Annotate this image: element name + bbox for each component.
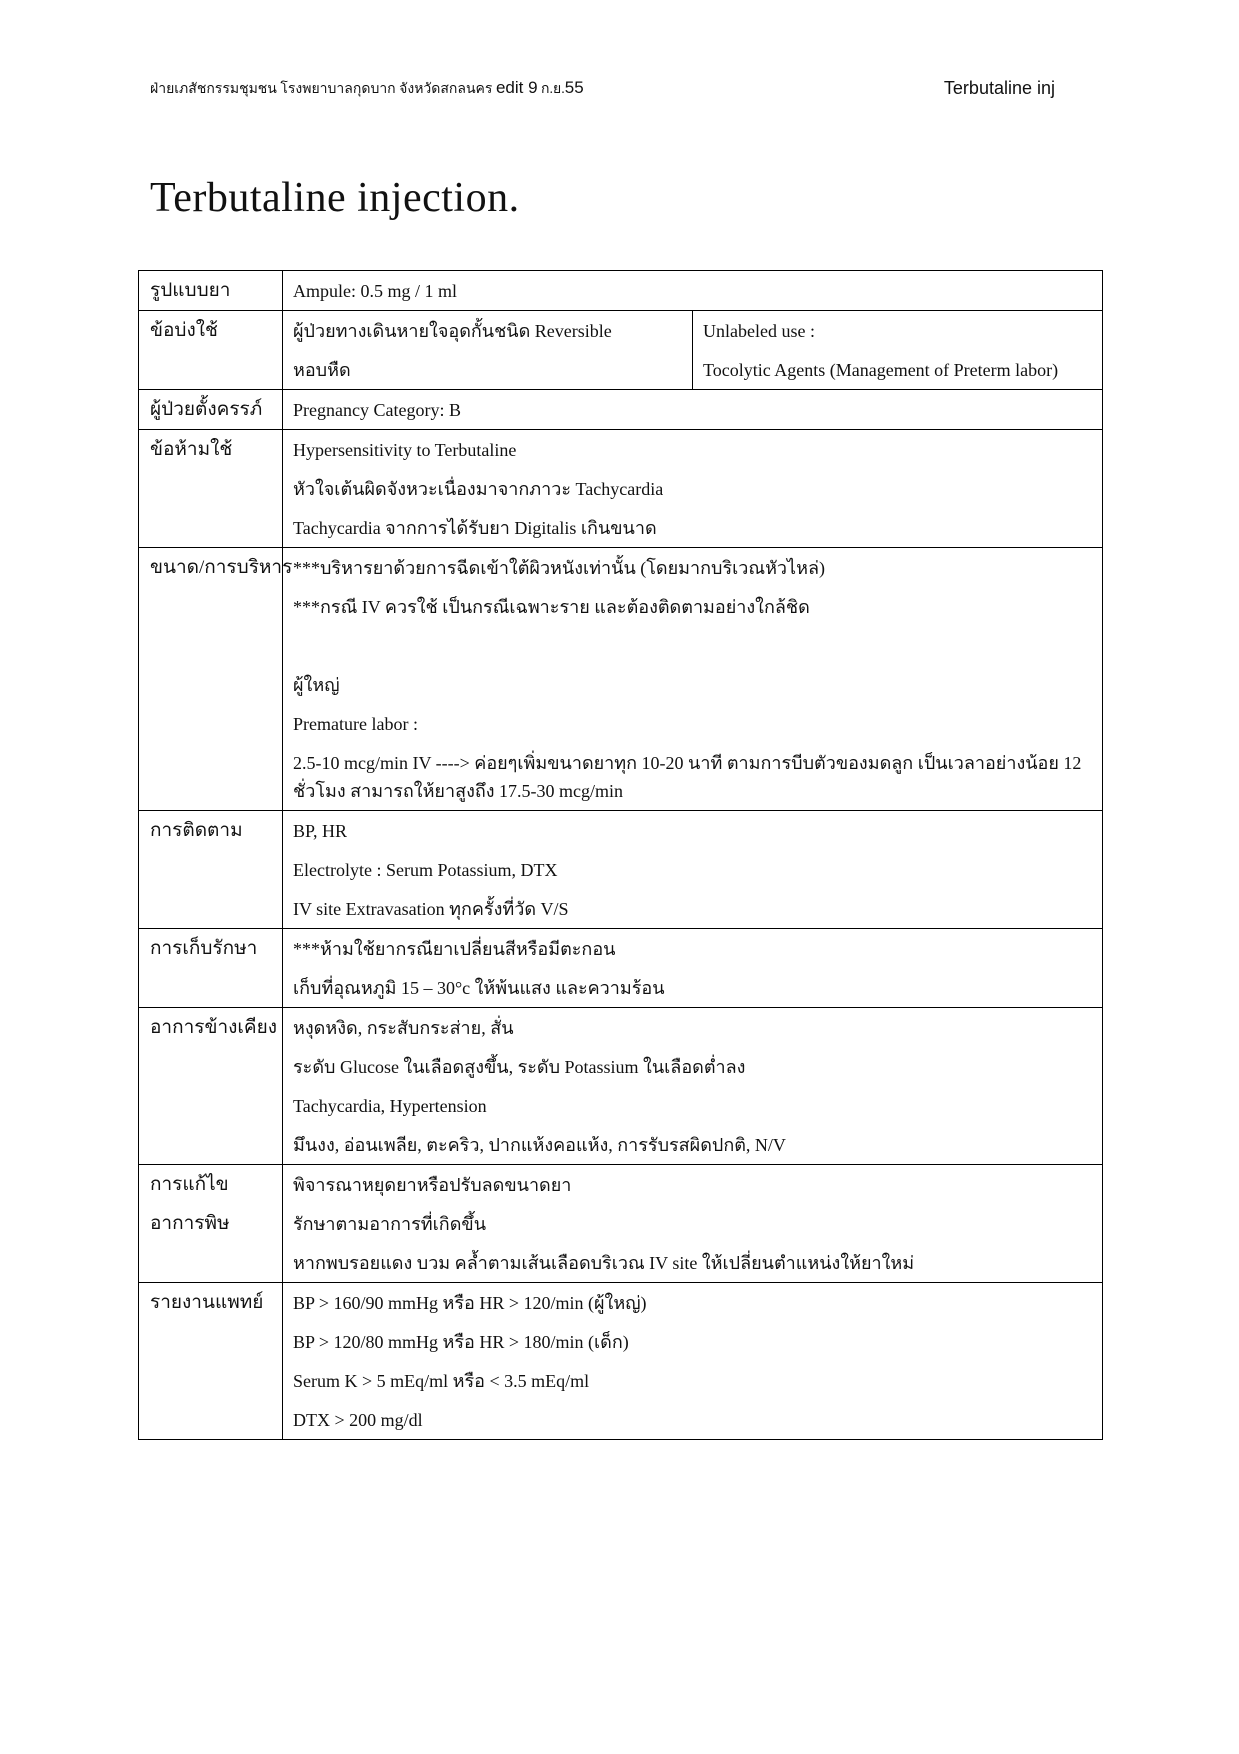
header-drug-name: Terbutaline inj — [943, 78, 1055, 98]
row-dosage-form — [139, 271, 1103, 311]
document-title: Terbutaline injection. — [150, 175, 520, 221]
storage-line: เก็บที่อุณหภูมิ 15 – 30°c ให้พ้นแสง และความร้อน — [293, 978, 665, 998]
unlabeled-use-line: Unlabeled use : — [703, 321, 815, 341]
row-side-effects — [139, 1008, 1103, 1165]
header-year: 55 — [564, 78, 584, 97]
label-contraindications: ข้อห้ามใช้ — [139, 430, 283, 548]
label-side-effects: อาการข้างเคียง — [139, 1008, 283, 1165]
report-line: BP > 160/90 mmHg หรือ HR > 120/min (ผู้ใหญ่) — [293, 1293, 647, 1313]
pregnancy-line: Pregnancy Category: B — [293, 400, 461, 420]
toxicity-line: รักษาตามอาการที่เกิดขึ้น — [293, 1214, 487, 1234]
row-pregnancy — [139, 390, 1103, 430]
row-toxicity — [139, 1165, 1103, 1283]
indication-line: หอบหืด — [293, 360, 351, 380]
value-pregnancy — [283, 390, 1103, 430]
row-report — [139, 1283, 1103, 1440]
label-toxicity: การแก้ไข อาการพิษ — [139, 1165, 283, 1283]
value-dosage-form — [283, 271, 1103, 311]
dosage-blank-line — [293, 632, 1092, 660]
side-effect-line: มึนงง, อ่อนเพลีย, ตะคริว, ปากแห้งคอแห้ง, การรับรสผิดปกติ, N/V — [293, 1135, 786, 1155]
header-month: ก.ย. — [541, 82, 565, 97]
row-storage — [139, 929, 1103, 1008]
row-dosage — [139, 548, 1103, 811]
contraindication-line: Hypersensitivity to Terbutaline — [293, 440, 517, 460]
row-contraindications — [139, 430, 1103, 548]
side-effect-line: หงุดหงิด, กระสับกระส่าย, สั่น — [293, 1018, 514, 1038]
toxicity-line: พิจารณาหยุดยาหรือปรับลดขนาดยา — [293, 1175, 572, 1195]
label-dosage-form: รูปแบบยา — [139, 271, 283, 311]
report-line: BP > 120/80 mmHg หรือ HR > 180/min (เด็ก) — [293, 1332, 629, 1352]
value-storage — [283, 929, 1103, 1008]
monitoring-line: BP, HR — [293, 821, 348, 841]
dosage-line: 2.5-10 mcg/min IV ----> ค่อยๆเพิ่มขนาดยาทุก 10-20 นาที ตามการบีบตัวของมดลูก เป็นเวลาอย่างน้อย 12 ชั่วโมง สามารถให้ยาสูงถึง 17.5-30 mcg/min — [293, 753, 1082, 801]
dosage-line: ***บริหารยาด้วยการฉีดเข้าใต้ผิวหนังเท่านั้น (โดยมากบริเวณหัวไหล่) — [293, 558, 825, 578]
header-department: ฝ่ายเภสัชกรรมชุมชน โรงพยาบาลกุดบาก จังหวัดสกลนคร — [150, 82, 493, 97]
value-indications — [283, 311, 693, 390]
value-toxicity — [283, 1165, 1103, 1283]
row-monitoring — [139, 811, 1103, 929]
side-effect-line: ระดับ Glucose ในเลือดสูงขึ้น, ระดับ Potassium ในเลือดต่ำลง — [293, 1057, 746, 1077]
drug-info-table — [138, 270, 1103, 1440]
dosage-line: Premature labor : — [293, 714, 418, 734]
header-edit: edit 9 — [495, 78, 538, 97]
monitoring-line: Electrolyte : Serum Potassium, DTX — [293, 860, 558, 880]
row-indications — [139, 311, 1103, 390]
label-dosage: ขนาด/การบริหาร — [139, 548, 283, 811]
indication-line: ผู้ป่วยทางเดินหายใจอุดกั้นชนิด Reversible — [293, 321, 612, 341]
value-monitoring — [283, 811, 1103, 929]
value-report — [283, 1283, 1103, 1440]
side-effect-line: Tachycardia, Hypertension — [293, 1096, 487, 1116]
report-line: Serum K > 5 mEq/ml หรือ < 3.5 mEq/ml — [293, 1371, 590, 1391]
contraindication-line: หัวใจเต้นผิดจังหวะเนื่องมาจากภาวะ Tachycardia — [293, 479, 664, 499]
value-contraindications — [283, 430, 1103, 548]
label-report: รายงานแพทย์ — [139, 1283, 283, 1440]
toxicity-line: หากพบรอยแดง บวม คล้ำตามเส้นเลือดบริเวณ IV site ให้เปลี่ยนตำแหน่งให้ยาใหม่ — [293, 1253, 915, 1273]
value-dosage — [283, 548, 1103, 811]
label-indications: ข้อบ่งใช้ — [139, 311, 283, 390]
value-side-effects — [283, 1008, 1103, 1165]
dosage-line: ***กรณี IV ควรใช้ เป็นกรณีเฉพาะราย และต้องติดตามอย่างใกล้ชิด — [293, 597, 810, 617]
dosage-form-line: Ampule: 0.5 mg / 1 ml — [293, 281, 457, 301]
storage-line: ***ห้ามใช้ยากรณียาเปลี่ยนสีหรือมีตะกอน — [293, 939, 616, 959]
unlabeled-use-line: Tocolytic Agents (Management of Preterm labor) — [703, 360, 1059, 380]
monitoring-line: IV site Extravasation ทุกครั้งที่วัด V/S — [293, 899, 569, 919]
report-line: DTX > 200 mg/dl — [293, 1410, 423, 1430]
header-left — [150, 74, 584, 104]
value-unlabeled-use — [693, 311, 1103, 390]
label-pregnancy: ผู้ป่วยตั้งครรภ์ — [139, 390, 283, 430]
contraindication-line: Tachycardia จากการได้รับยา Digitalis เกินขนาด — [293, 518, 657, 538]
dosage-line: ผู้ใหญ่ — [293, 675, 340, 695]
page-header — [150, 74, 1055, 102]
label-storage: การเก็บรักษา — [139, 929, 283, 1008]
label-monitoring: การติดตาม — [139, 811, 283, 929]
